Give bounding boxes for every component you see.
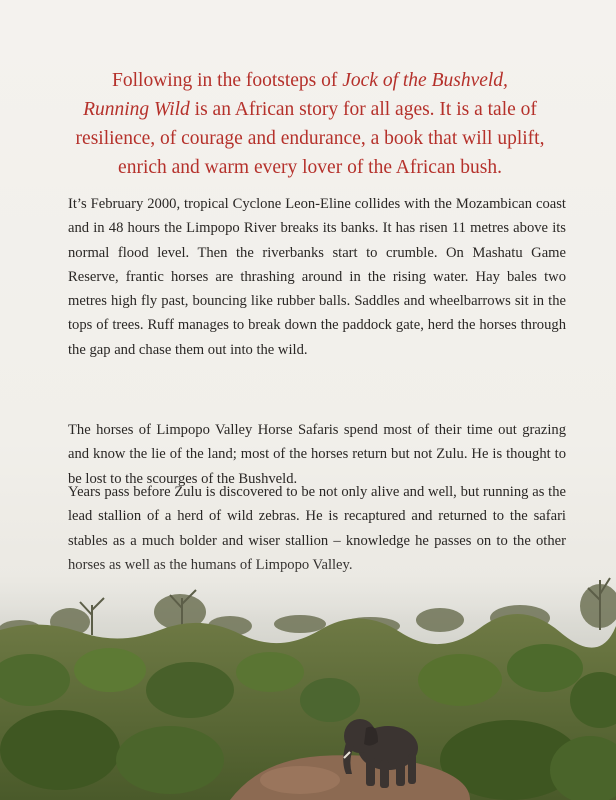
- synopsis-paragraph-3: Years pass before Zulu is discovered to be not only alive and well, but running as the lead stallion of a herd of wild zebras. He is recaptured and returned to the safari stables as a much bolder and wiser stallion – knowledge he passes on to the other: [68, 484, 566, 549]
- synopsis-paragraph-2: The horses of Limpopo Valley Horse Safaris spend most of their time out grazing and know the lie of the land; most of the horses return but not Zulu. He is thought to be lost to the scourges of the Bushveld.: [68, 422, 566, 487]
- intro-blurb: [60, 66, 560, 182]
- intro-rest: is an African story for all ages. It is a tale of resilience, of courage and endurance, a book that will uplift, enrich and warm every lover of the African bush.: [75, 99, 545, 178]
- synopsis-paragraph-1: It’s February 2000, tropical Cyclone Leon-Eline collides with the Mozambican coast and in 48 hours the Limpopo River breaks its banks. It has risen 11 metres above its normal flood level. Then the riverbanks start to crumble. On Mashatu Game Reserve, frantic horses are thrashing around in the rising water. Hay bales two metres high fly past, bouncing like rubber balls. Saddles and wheelbarrows sit in the tops of trees. Ruff manages to break down the paddock gate, herd the horses through the gap and chase them out into the wild.: [68, 196, 566, 358]
- bushveld-photo: [0, 560, 616, 800]
- intro-title-running-wild: Running Wild: [83, 99, 190, 120]
- bushveld-illustration: [0, 560, 616, 800]
- intro-prefix: Following in the footsteps of: [112, 70, 343, 91]
- intro-title-jock: Jock of the Bushveld,: [342, 70, 508, 91]
